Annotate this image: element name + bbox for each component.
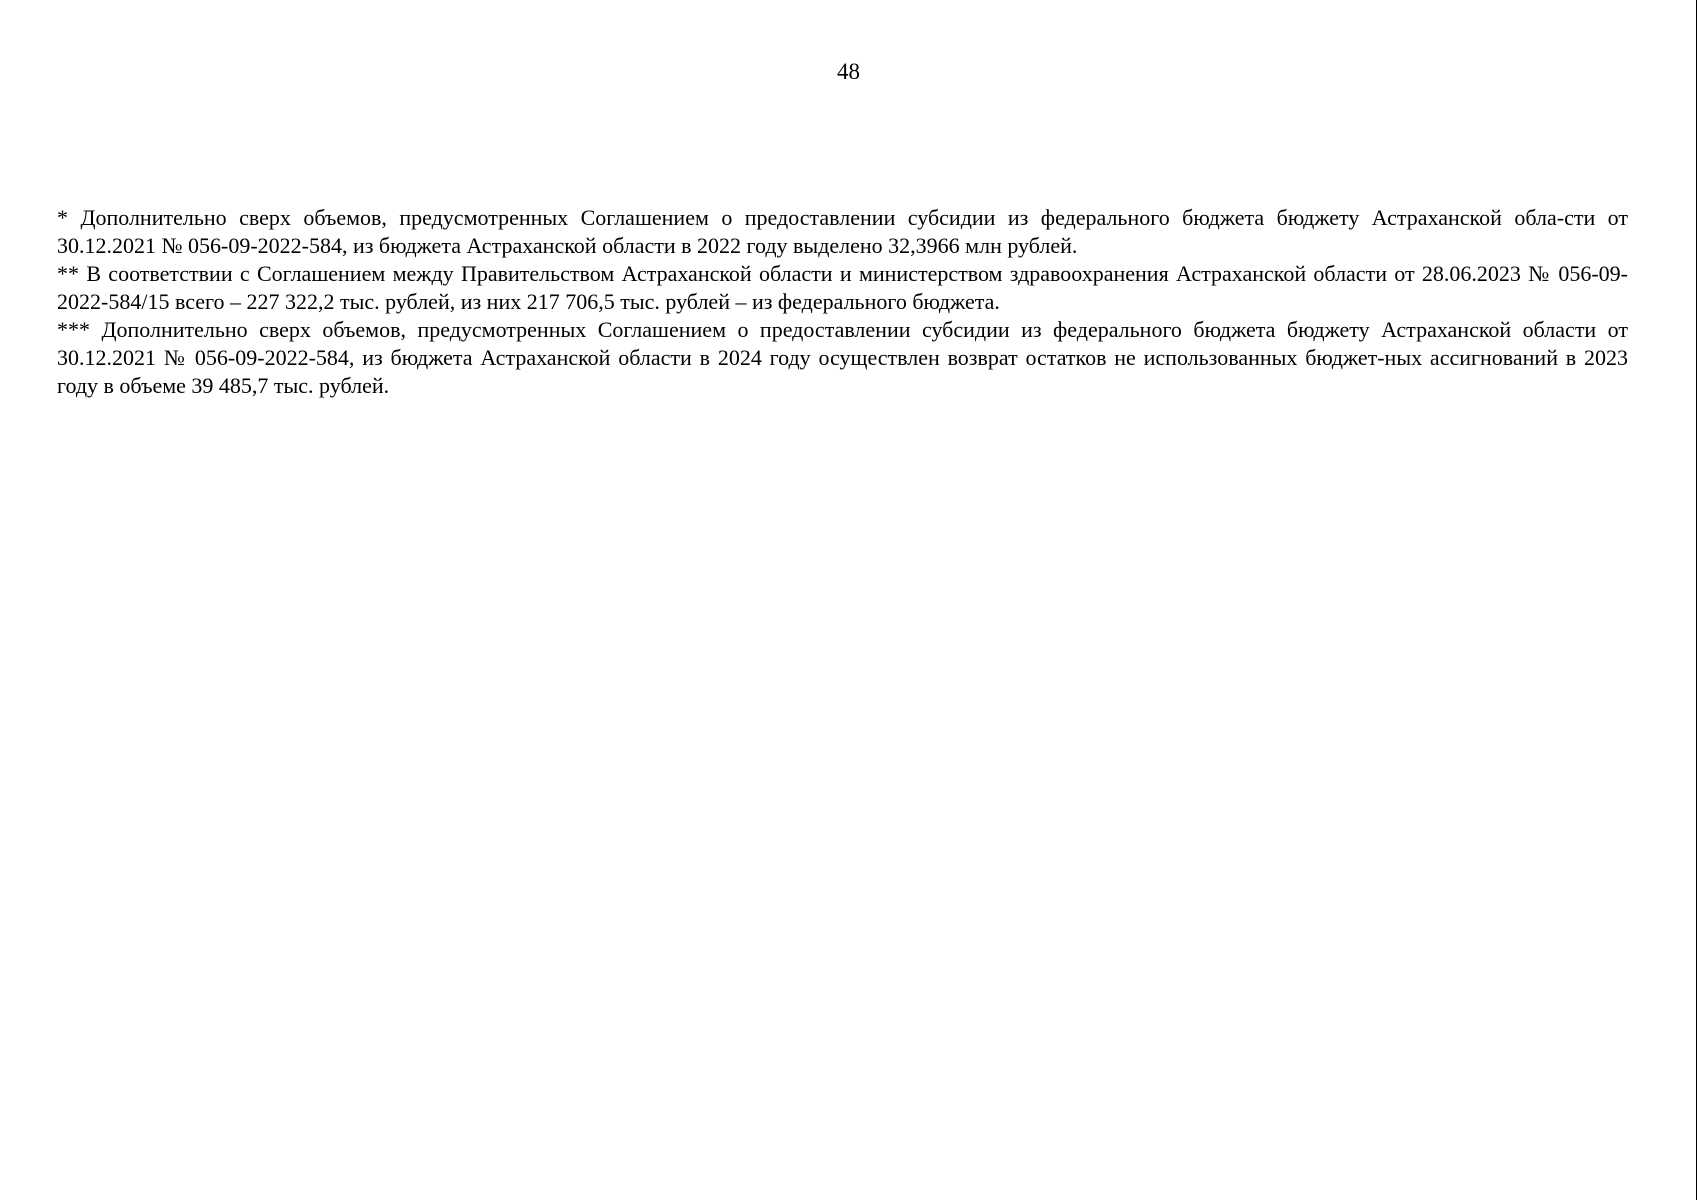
footnote-1: * Дополнительно сверх объемов, предусмотренных Соглашением о предоставлении субсидии из федерального бюджета бюджету Астраханской обла-сти от 30.12.2021 № 056-09-2022-584, из бюджета Астраханской области в 2022 году выделено 32,3966 млн рублей. [57, 205, 1628, 258]
page-number: 48 [837, 59, 860, 84]
footnote-3: *** Дополнительно сверх объемов, предусмотренных Соглашением о предоставлении субсидии из федерального бюджета бюджету Астраханской области от 30.12.2021 № 056-09-2022-584, из бюджета Астраханской области в 2024 году осуществлен возврат остатков не использованных бюджет-ных ассигнований в 2023 году в объеме 39 485,7 тыс. рублей. [57, 317, 1628, 398]
footnotes-block [57, 204, 1628, 400]
footnote-2: ** В соответствии с Соглашением между Правительством Астраханской области и министерством здравоохранения Астраханской области от 28.06.2023 № 056-09-2022-584/15 всего – 227 322,2 тыс. рублей, из них 217 706,5 тыс. рублей – из федерального бюджета. [57, 261, 1628, 314]
